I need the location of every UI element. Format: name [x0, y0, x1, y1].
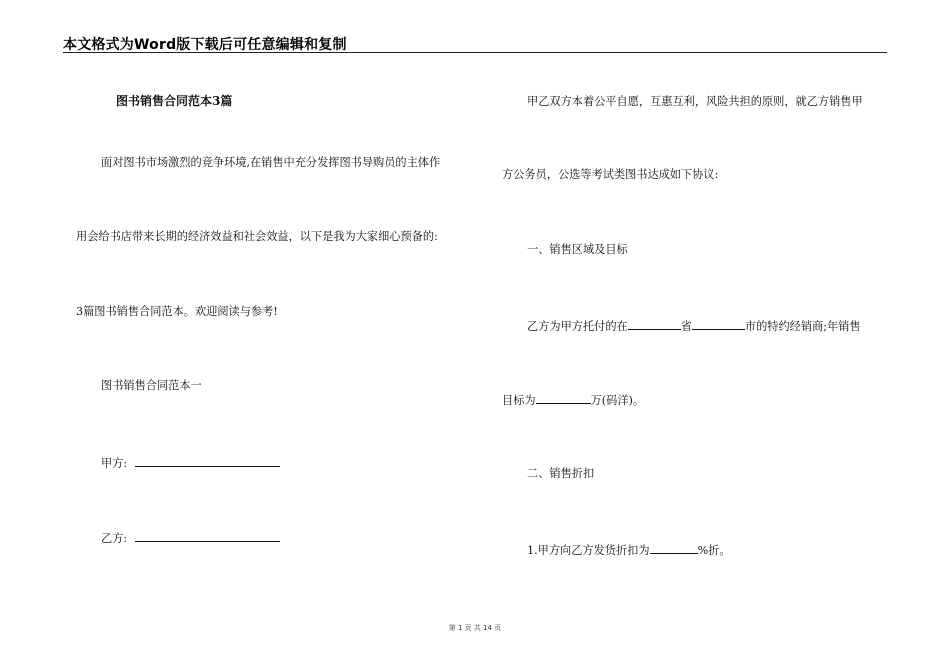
section-2-heading: 二、销售折扣: [527, 467, 595, 480]
section-2-line-1: [527, 542, 731, 558]
section-2-discount-unit: %折。: [697, 544, 731, 557]
section-1-text-a: 乙方为甲方托付的在: [527, 320, 628, 333]
intro-line-1: 面对图书市场激烈的竞争环境,在销售中充分发挥图书导购员的主体作: [101, 156, 441, 169]
party-b-line: [101, 530, 280, 546]
agreement-para-line-1: 甲乙双方本着公平自愿，互惠互利，风险共担的原则，就乙方销售甲: [527, 95, 863, 108]
party-a-line: [101, 455, 280, 471]
page-header: 本文格式为Word版下载后可任意编辑和复制: [63, 37, 347, 53]
agreement-para-line-2: 方公务员，公选等考试类图书达成如下协议:: [502, 168, 719, 181]
document-title: 图书销售合同范本3篇: [116, 94, 233, 108]
intro-line-3: 3篇图书销售合同范本。欢迎阅读与参考!: [76, 305, 278, 318]
section-1-line-1: [527, 318, 861, 334]
party-a-blank[interactable]: [135, 455, 280, 467]
section-1-heading: 一、销售区域及目标: [527, 243, 628, 256]
section-1-target-unit: 万(码洋)。: [590, 394, 645, 407]
section-1-text-c: 市的特约经销商;年销售: [744, 320, 861, 333]
page-footer: 第 1 页 共 14 页: [448, 624, 502, 632]
section-1-line-2: [502, 392, 644, 408]
party-a-label: 甲方:: [101, 457, 128, 470]
section-heading-contract-one: 图书销售合同范本一: [101, 379, 202, 392]
party-b-blank[interactable]: [135, 530, 280, 542]
discount-blank[interactable]: [650, 542, 698, 554]
party-b-label: 乙方:: [101, 532, 128, 545]
sales-target-blank[interactable]: [536, 392, 591, 404]
province-blank[interactable]: [628, 318, 681, 330]
section-1-text-b: 省: [680, 320, 692, 333]
header-divider: [63, 52, 887, 53]
intro-line-2: 用会给书店带来长期的经济效益和社会效益，以下是我为大家细心预备的:: [76, 230, 438, 243]
section-2-discount-label: 1.甲方向乙方发货折扣为: [527, 544, 650, 557]
section-1-target-label: 目标为: [502, 394, 536, 407]
city-blank[interactable]: [692, 318, 745, 330]
